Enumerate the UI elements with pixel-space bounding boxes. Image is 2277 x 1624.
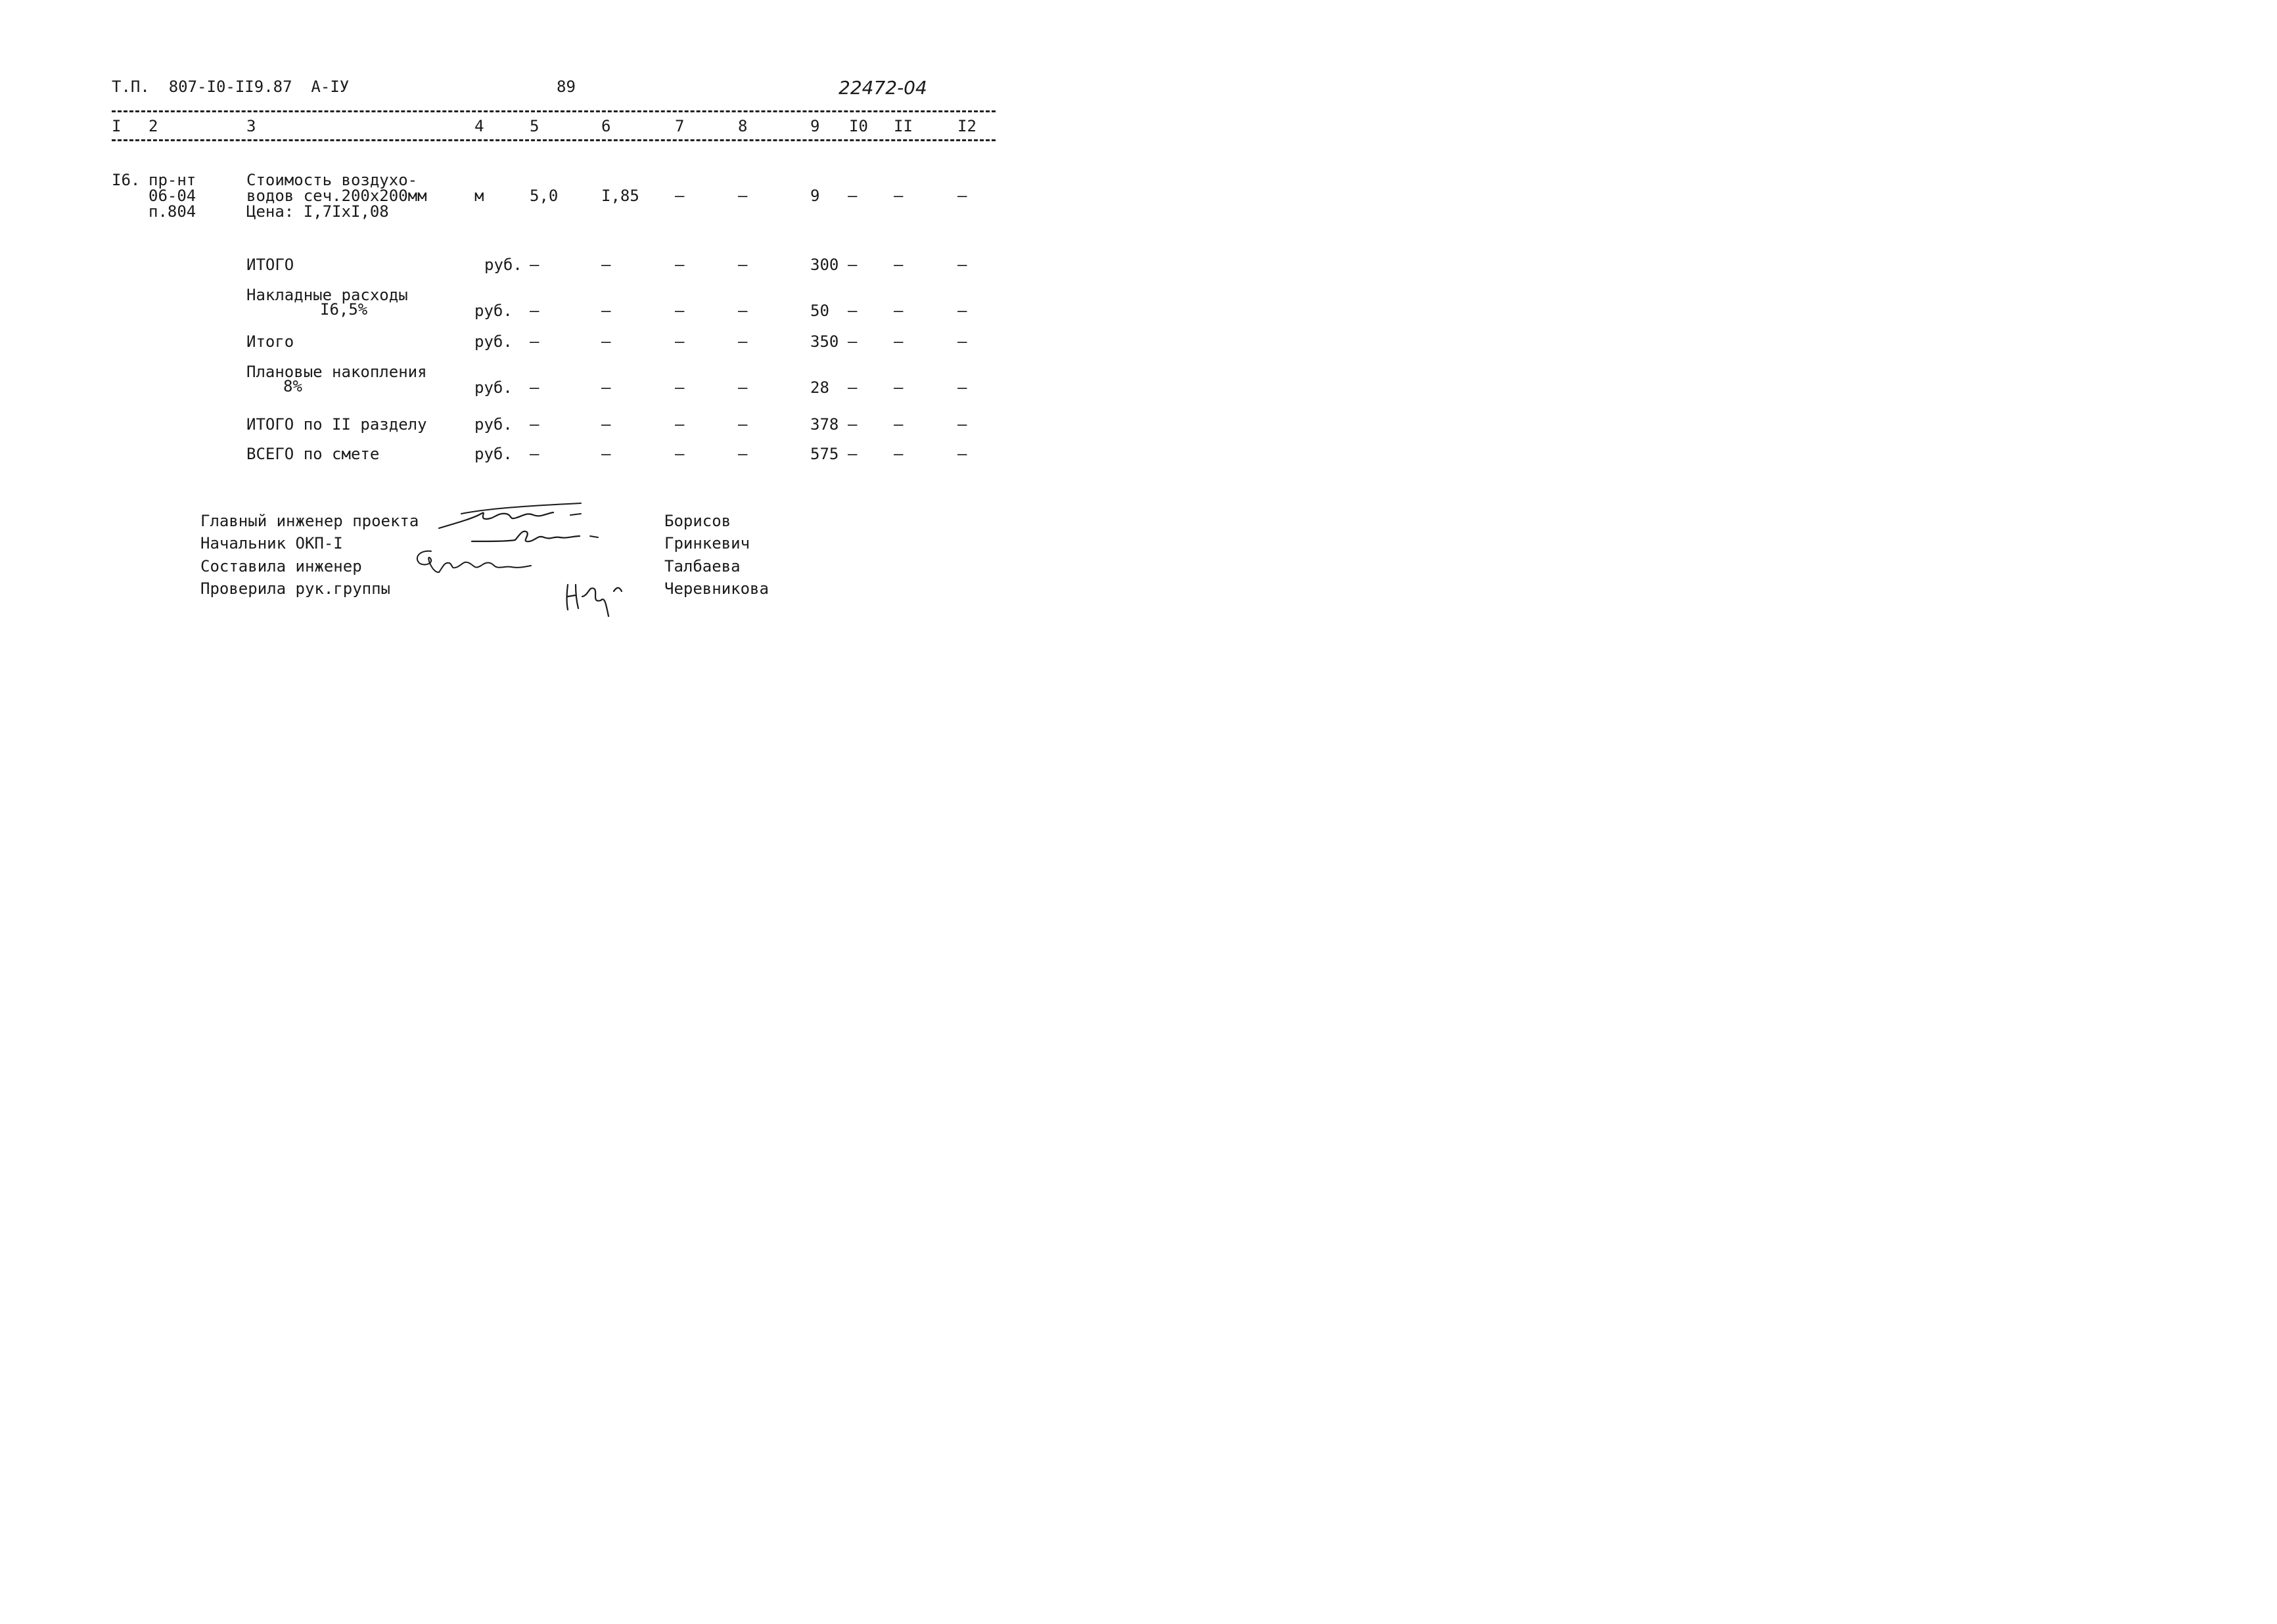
- col-header-5: 5: [530, 117, 540, 135]
- signatory-role: Составила инженер: [200, 557, 362, 575]
- summary-col12: –: [957, 256, 967, 274]
- item-col7: –: [675, 187, 685, 205]
- summary-col6: –: [601, 378, 611, 397]
- page-number: 89: [557, 78, 576, 96]
- col-header-11: II: [894, 117, 913, 135]
- summary-col6: –: [601, 256, 611, 274]
- summary-col10: –: [848, 256, 858, 274]
- summary-col8: –: [738, 256, 748, 274]
- signatory-name: Гринкевич: [664, 534, 750, 553]
- summary-col6: –: [601, 332, 611, 351]
- summary-unit: руб.: [474, 445, 513, 463]
- item-description-line: водов сеч.200х200мм: [246, 187, 427, 205]
- summary-label: ВСЕГО по смете: [246, 445, 380, 463]
- col-header-10: I0: [849, 117, 868, 135]
- summary-col7: –: [675, 378, 685, 397]
- item-unit-price: I,85: [601, 187, 639, 205]
- item-col8: –: [738, 187, 748, 205]
- summary-amount: 350: [810, 332, 839, 351]
- signatory-name: Борисов: [664, 512, 731, 530]
- summary-col5: –: [530, 378, 540, 397]
- summary-amount: 575: [810, 445, 839, 463]
- item-total: 9: [810, 187, 820, 205]
- summary-col12: –: [957, 302, 967, 320]
- signatory-name: Черевникова: [664, 579, 769, 598]
- summary-label: Итого: [246, 332, 294, 351]
- summary-col12: –: [957, 332, 967, 351]
- summary-col5: –: [530, 302, 540, 320]
- summary-amount: 50: [810, 302, 829, 320]
- col-header-2: 2: [149, 117, 158, 135]
- handwritten-registration-number: 22472-04: [839, 77, 927, 99]
- summary-col11: –: [894, 415, 904, 434]
- summary-col7: –: [675, 302, 685, 320]
- item-code-line: 06-04: [149, 187, 196, 205]
- col-header-3: 3: [246, 117, 256, 135]
- summary-col8: –: [738, 332, 748, 351]
- summary-col5: –: [530, 415, 540, 434]
- summary-unit: руб.: [474, 302, 513, 320]
- signatory-name: Талбаева: [664, 557, 741, 575]
- item-unit: м: [474, 187, 484, 205]
- summary-col11: –: [894, 302, 904, 320]
- summary-col11: –: [894, 378, 904, 397]
- summary-unit: руб.: [484, 256, 522, 274]
- signature-engineer: [413, 547, 538, 580]
- summary-col12: –: [957, 445, 967, 463]
- summary-col11: –: [894, 256, 904, 274]
- header-bottom-rule: [112, 139, 996, 141]
- summary-col12: –: [957, 378, 967, 397]
- item-col10: –: [848, 187, 858, 205]
- summary-col10: –: [848, 302, 858, 320]
- summary-col8: –: [738, 415, 748, 434]
- summary-col10: –: [848, 415, 858, 434]
- item-description-line: Цена: I,7IхI,08: [246, 202, 389, 221]
- summary-amount: 28: [810, 378, 829, 397]
- item-number: I6.: [112, 171, 141, 189]
- summary-label-percent: 8%: [283, 377, 302, 395]
- header-top-rule: [112, 110, 996, 112]
- summary-col11: –: [894, 445, 904, 463]
- summary-col11: –: [894, 332, 904, 351]
- summary-col10: –: [848, 332, 858, 351]
- summary-col10: –: [848, 445, 858, 463]
- summary-col7: –: [675, 415, 685, 434]
- document-code: Т.П. 807-I0-II9.87 А-IУ: [112, 78, 350, 96]
- col-header-1: I: [112, 117, 122, 135]
- summary-unit: руб.: [474, 332, 513, 351]
- summary-col6: –: [601, 445, 611, 463]
- summary-label: ИТОГО по II разделу: [246, 415, 427, 434]
- col-header-9: 9: [810, 117, 820, 135]
- summary-col7: –: [675, 256, 685, 274]
- signature-group-leader: [563, 577, 628, 623]
- summary-col8: –: [738, 302, 748, 320]
- summary-amount: 300: [810, 256, 839, 274]
- summary-label-percent: I6,5%: [320, 300, 368, 319]
- summary-col10: –: [848, 378, 858, 397]
- summary-label: Плановые накопления: [246, 363, 427, 381]
- item-code-line: п.804: [149, 202, 196, 221]
- summary-col8: –: [738, 445, 748, 463]
- summary-unit: руб.: [474, 415, 513, 434]
- summary-label: Накладные расходы: [246, 286, 408, 304]
- summary-col5: –: [530, 256, 540, 274]
- summary-col6: –: [601, 302, 611, 320]
- signature-head-okp: [468, 526, 606, 549]
- signatory-role: Начальник ОКП-I: [200, 534, 343, 553]
- summary-col6: –: [601, 415, 611, 434]
- summary-col7: –: [675, 445, 685, 463]
- summary-col7: –: [675, 332, 685, 351]
- signatory-role: Проверила рук.группы: [200, 579, 390, 598]
- summary-col12: –: [957, 415, 967, 434]
- summary-amount: 378: [810, 415, 839, 434]
- signatory-role: Главный инженер проекта: [200, 512, 419, 530]
- item-col12: –: [957, 187, 967, 205]
- summary-col8: –: [738, 378, 748, 397]
- summary-col5: –: [530, 445, 540, 463]
- col-header-6: 6: [601, 117, 611, 135]
- col-header-7: 7: [675, 117, 685, 135]
- col-header-4: 4: [474, 117, 484, 135]
- item-code-line: пр-нт: [149, 171, 196, 189]
- summary-unit: руб.: [474, 378, 513, 397]
- item-quantity: 5,0: [530, 187, 559, 205]
- item-description-line: Стоимость воздухо-: [246, 171, 418, 189]
- col-header-12: I2: [957, 117, 977, 135]
- col-header-8: 8: [738, 117, 748, 135]
- item-col11: –: [894, 187, 904, 205]
- summary-col5: –: [530, 332, 540, 351]
- summary-label: ИТОГО: [246, 256, 294, 274]
